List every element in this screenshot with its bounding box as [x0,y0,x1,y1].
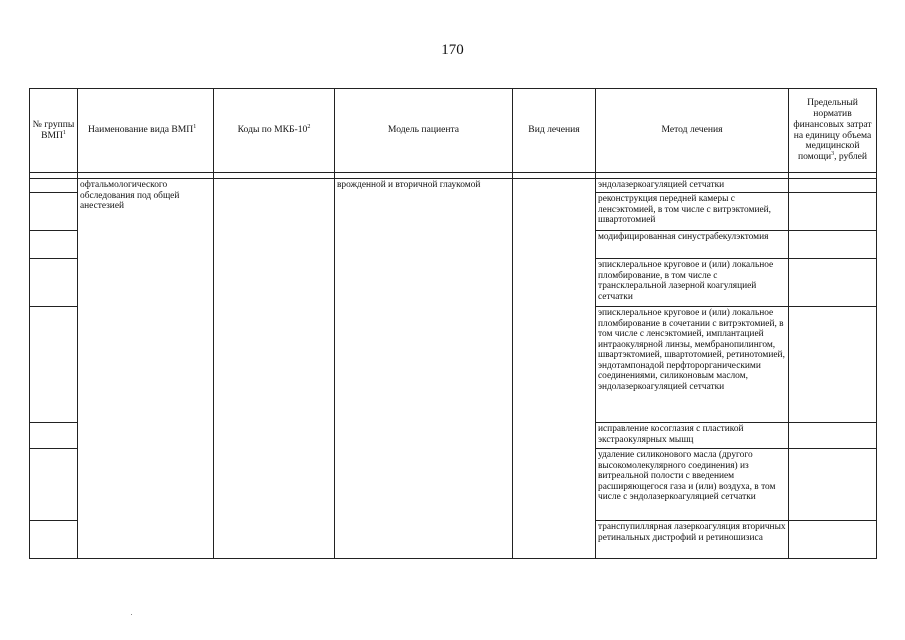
method-cell: реконструкция передней камеры с ленсэктомией, в том числе с витрэктомией, швартотомией [596,193,789,231]
group-no-cell [30,449,78,521]
group-no-cell [30,259,78,307]
header-cost-norm: Предельный норматив финансовых затрат на единицу объема медицинской помощи$^3$, рублей [789,89,877,173]
group-no-cell [30,423,78,449]
group-no-cell [30,193,78,231]
header-patient-model: Модель пациента [335,89,513,173]
method-cell: транспупиллярная лазеркоагуляция вторичных ретинальных дистрофий и ретиношизиса [596,521,789,559]
cost-cell [789,231,877,259]
group-no-cell [30,179,78,193]
method-cell: удаление силиконового масла (другого высокомолекулярного соединения) из витреальной полости с введением расширяющегося газа и (или) воздуха, в том числе с эндолазеркоагуляцией сетчатки [596,449,789,521]
group-no-cell [30,231,78,259]
header-group-no: № группы ВМП$^1$ [30,89,78,173]
icd-codes-cell [214,179,335,559]
cost-cell [789,179,877,193]
patient-model-cell: врожденной и вторичной глаукомой [335,179,513,559]
page-number: 170 [441,42,464,58]
cost-cell [789,259,877,307]
cost-cell [789,449,877,521]
treatment-type-cell [513,179,596,559]
cost-cell [789,193,877,231]
header-treatment-type: Вид лечения [513,89,596,173]
method-cell: эписклеральное круговое и (или) локальное пломбирование в сочетании с витрэктомией, в том числе с ленсэктомией, имплантацией интраокулярной линзы, мембранопилингом, швартэктомией, швартотомией, ретинотомией, эндотампонадой перфторорганическими соединениями, силиконовым маслом, эндолазеркоагуляцией сетчатки [596,307,789,423]
group-no-cell [30,307,78,423]
method-cell: исправление косоглазия с пластикой экстраокулярных мышц [596,423,789,449]
table-row [30,179,877,193]
header-vmp-name: Наименование вида ВМП$^1$ [78,89,214,173]
vmp-table [29,88,877,559]
method-cell: модифицированная синустрабекулэктомия [596,231,789,259]
method-cell: эписклеральное круговое и (или) локальное пломбирование, в том числе с трансклеральной лазерной коагуляцией сетчатки [596,259,789,307]
method-cell: эндолазеркоагуляцией сетчатки [596,179,789,193]
header-treatment-method: Метод лечения [596,89,789,173]
group-no-cell [30,521,78,559]
cost-cell [789,521,877,559]
vmp-name-cell: офтальмологического обследования под общей анестезией [78,179,214,559]
header-row [30,89,877,173]
cost-cell [789,307,877,423]
header-icd-codes: Коды по МКБ-$10^2$ [214,89,335,173]
scan-artifact [131,614,132,615]
cost-cell [789,423,877,449]
